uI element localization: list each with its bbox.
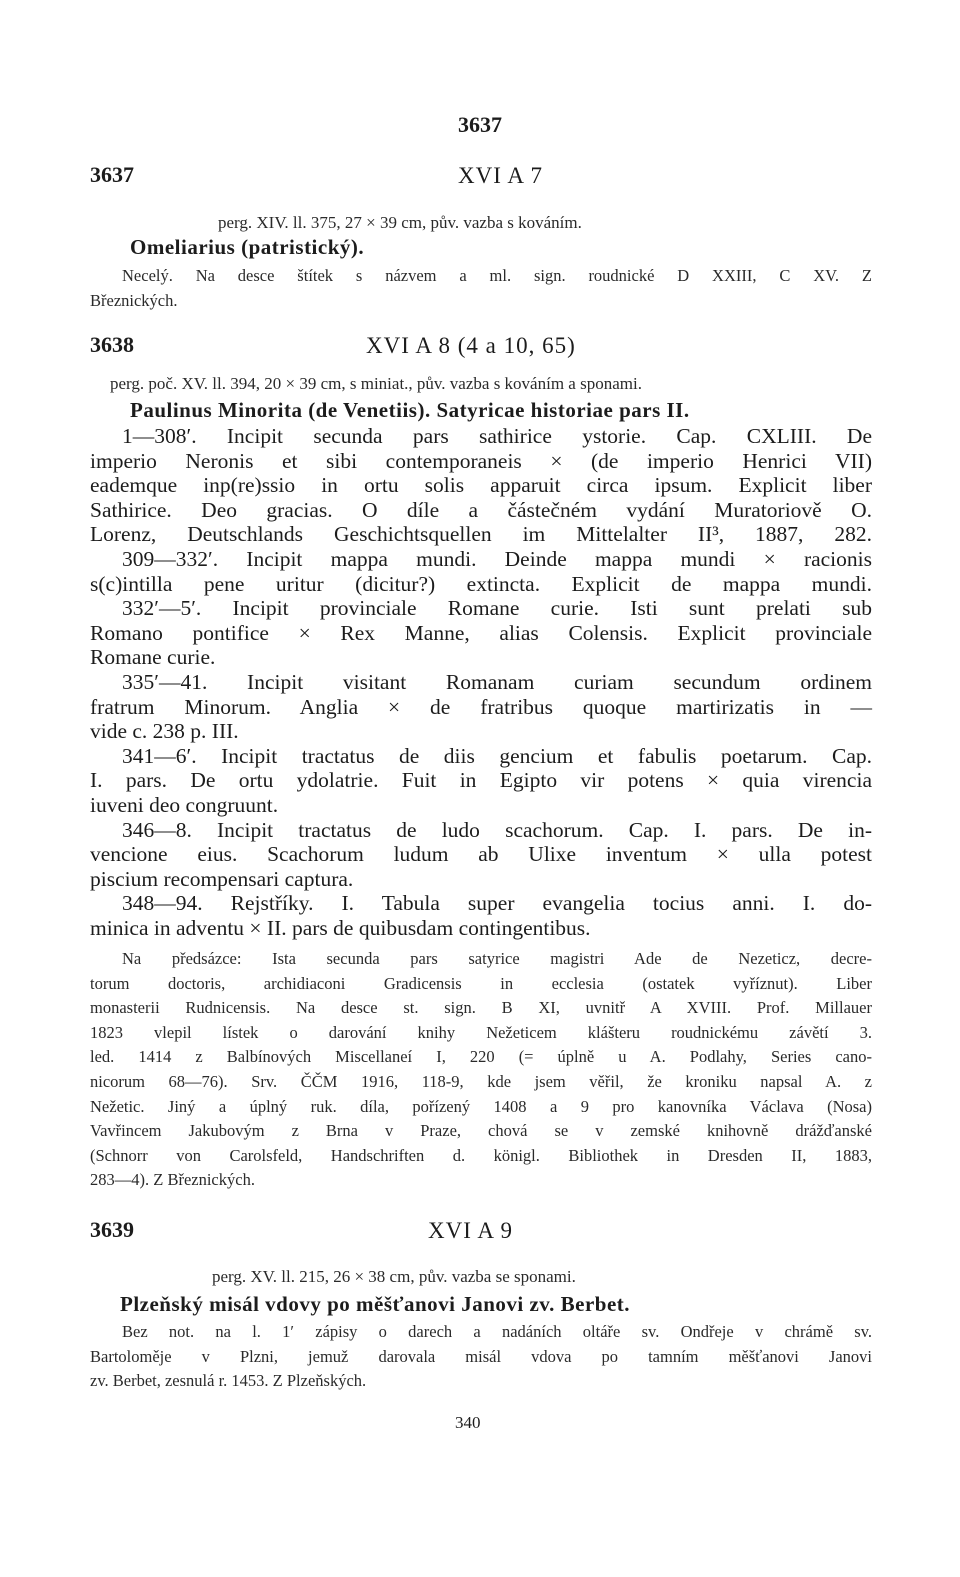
text-line: eademque inp(re)ssio in ortu solis apparuit circa ipsum. Explicit liber: [90, 473, 872, 498]
entry-shelfmark: XVI A 9: [428, 1218, 513, 1243]
text-line: monasterii Rudnicensis. Na desce st. sign. B XI, uvnitř A XVIII. Prof. Millauer: [90, 998, 872, 1018]
entry-physical-description: perg. XV. ll. 215, 26 × 38 cm, pův. vazba se sponami.: [212, 1267, 576, 1286]
text-line: zv. Berbet, zesnulá r. 1453. Z Plzeňských.: [90, 1371, 367, 1391]
text-line: 309—332′. Incipit mappa mundi. Deinde mappa mundi × racionis: [122, 546, 872, 571]
text-line: 332′—5′. Incipit provinciale Romane curie. Isti sunt prelati sub: [122, 596, 872, 621]
entry-note: [90, 1320, 872, 1394]
running-head: 3637: [458, 112, 502, 137]
text-line: vide c. 238 p. III.: [90, 719, 239, 744]
text-line: Lorenz, Deutschlands Geschichtsquellen im Mittelalter II³, 1887, 282.: [90, 522, 872, 547]
text-line: nicorum 68—76). Srv. ČČM 1916, 118-9, kde jsem věřil, že kroniku napsal A. z: [90, 1071, 872, 1091]
entry-number: 3639: [90, 1217, 134, 1242]
entry-title: Omeliarius (patristický).: [130, 235, 365, 259]
text-line: minica in adventu × II. pars de quibusdam contingentibus.: [90, 915, 591, 940]
entry-title: Plzeňský misál vdovy po měšťanovi Janovi zv. Berbet.: [120, 1292, 631, 1316]
text-line: 1—308′. Incipit secunda pars sathirice ystorie. Cap. CXLIII. De: [122, 424, 872, 448]
entry-shelfmark: XVI A 8 (4 a 10, 65): [366, 333, 576, 358]
text-line: Bartoloměje v Plzni, jemuž darovala misál vdova po tamním měšťanovi Janovi: [90, 1346, 872, 1366]
text-line: fratrum Minorum. Anglia × de fratribus quoque martirizatis in —: [90, 694, 872, 719]
text-line: vencione eius. Scachorum ludum ab Ulixe inventum × ulla potest: [90, 842, 872, 867]
text-line: 346—8. Incipit tractatus de ludo scachorum. Cap. I. pars. De in-: [122, 817, 872, 842]
entry-shelfmark: XVI A 7: [458, 163, 543, 188]
text-line: Březnických.: [90, 290, 178, 310]
text-line: 348—94. Rejstříky. I. Tabula super evangelia tocius anni. I. do-: [122, 891, 872, 916]
text-line: 283—4). Z Březnických.: [90, 1170, 255, 1190]
text-line: 335′—41. Incipit visitant Romanam curiam secundum ordinem: [122, 669, 872, 694]
text-line: led. 1414 z Balbínových Miscellaneí I, 220 (= úplně u A. Podlahy, Series cano-: [90, 1047, 872, 1067]
text-line: Nežetic. Jiný a úplný ruk. díla, pořízený 1408 a 9 pro kanovníka Václava (Nosa): [90, 1096, 872, 1116]
text-line: 341—6′. Incipit tractatus de diis gencium et fabulis poetarum. Cap.: [122, 743, 872, 768]
text-line: iuveni deo congruunt.: [90, 792, 279, 817]
entry-number: 3638: [90, 332, 134, 357]
entry-physical-description: perg. poč. XV. ll. 394, 20 × 39 cm, s miniat., pův. vazba s kováním a sponami.: [110, 374, 642, 393]
entry-note: [90, 264, 872, 313]
entry-physical-description: perg. XIV. ll. 375, 27 × 39 cm, pův. vazba s kováním.: [218, 213, 582, 232]
text-line: Bez not. na l. 1′ zápisy o darech a nadáních oltáře sv. Ondřeje v chrámě sv.: [122, 1322, 872, 1341]
text-line: 1823 vlepil lístek o darování knihy Nežeticem klášteru roudnickému závětí 3.: [90, 1022, 872, 1042]
text-line: imperio Neronis et sibi contemporaneis × (de imperio Henrici VII): [90, 448, 872, 473]
text-line: s(c)intilla pene uritur (dicitur?) extincta. Explicit de mappa mundi.: [90, 571, 872, 596]
text-line: Sathirice. Deo gracias. O díle a částečném vydání Muratoriově O.: [90, 497, 872, 522]
entry-contents: [90, 424, 872, 940]
text-line: Romane curie.: [90, 645, 216, 670]
page-number: 340: [455, 1413, 481, 1432]
text-line: Necelý. Na desce štítek s názvem a ml. sign. roudnické D XXIII, C XV. Z: [122, 266, 872, 285]
entry-note: [90, 947, 872, 1193]
text-line: Na předsázce: Ista secunda pars satyrice magistri Ade de Nezeticz, decre-: [122, 949, 872, 968]
entry-title: Paulinus Minorita (de Venetiis). Satyricae historiae pars II.: [130, 398, 690, 422]
text-line: piscium recompensari captura.: [90, 866, 354, 891]
text-line: (Schnorr von Carolsfeld, Handschriften d. königl. Bibliothek in Dresden II, 1883,: [90, 1145, 872, 1165]
entry-number: 3637: [90, 162, 134, 187]
text-line: torum doctoris, archidiaconi Gradicensis in ecclesia (ostatek vyříznut). Liber: [90, 973, 872, 993]
text-line: Vavřincem Jakubovým z Brna v Praze, chová se v zemské knihovně drážďanské: [90, 1121, 872, 1141]
text-line: Romano pontifice × Rex Manne, alias Colensis. Explicit provinciale: [90, 620, 872, 645]
text-line: I. pars. De ortu ydolatrie. Fuit in Egipto vir potens × quia virencia: [90, 768, 872, 793]
